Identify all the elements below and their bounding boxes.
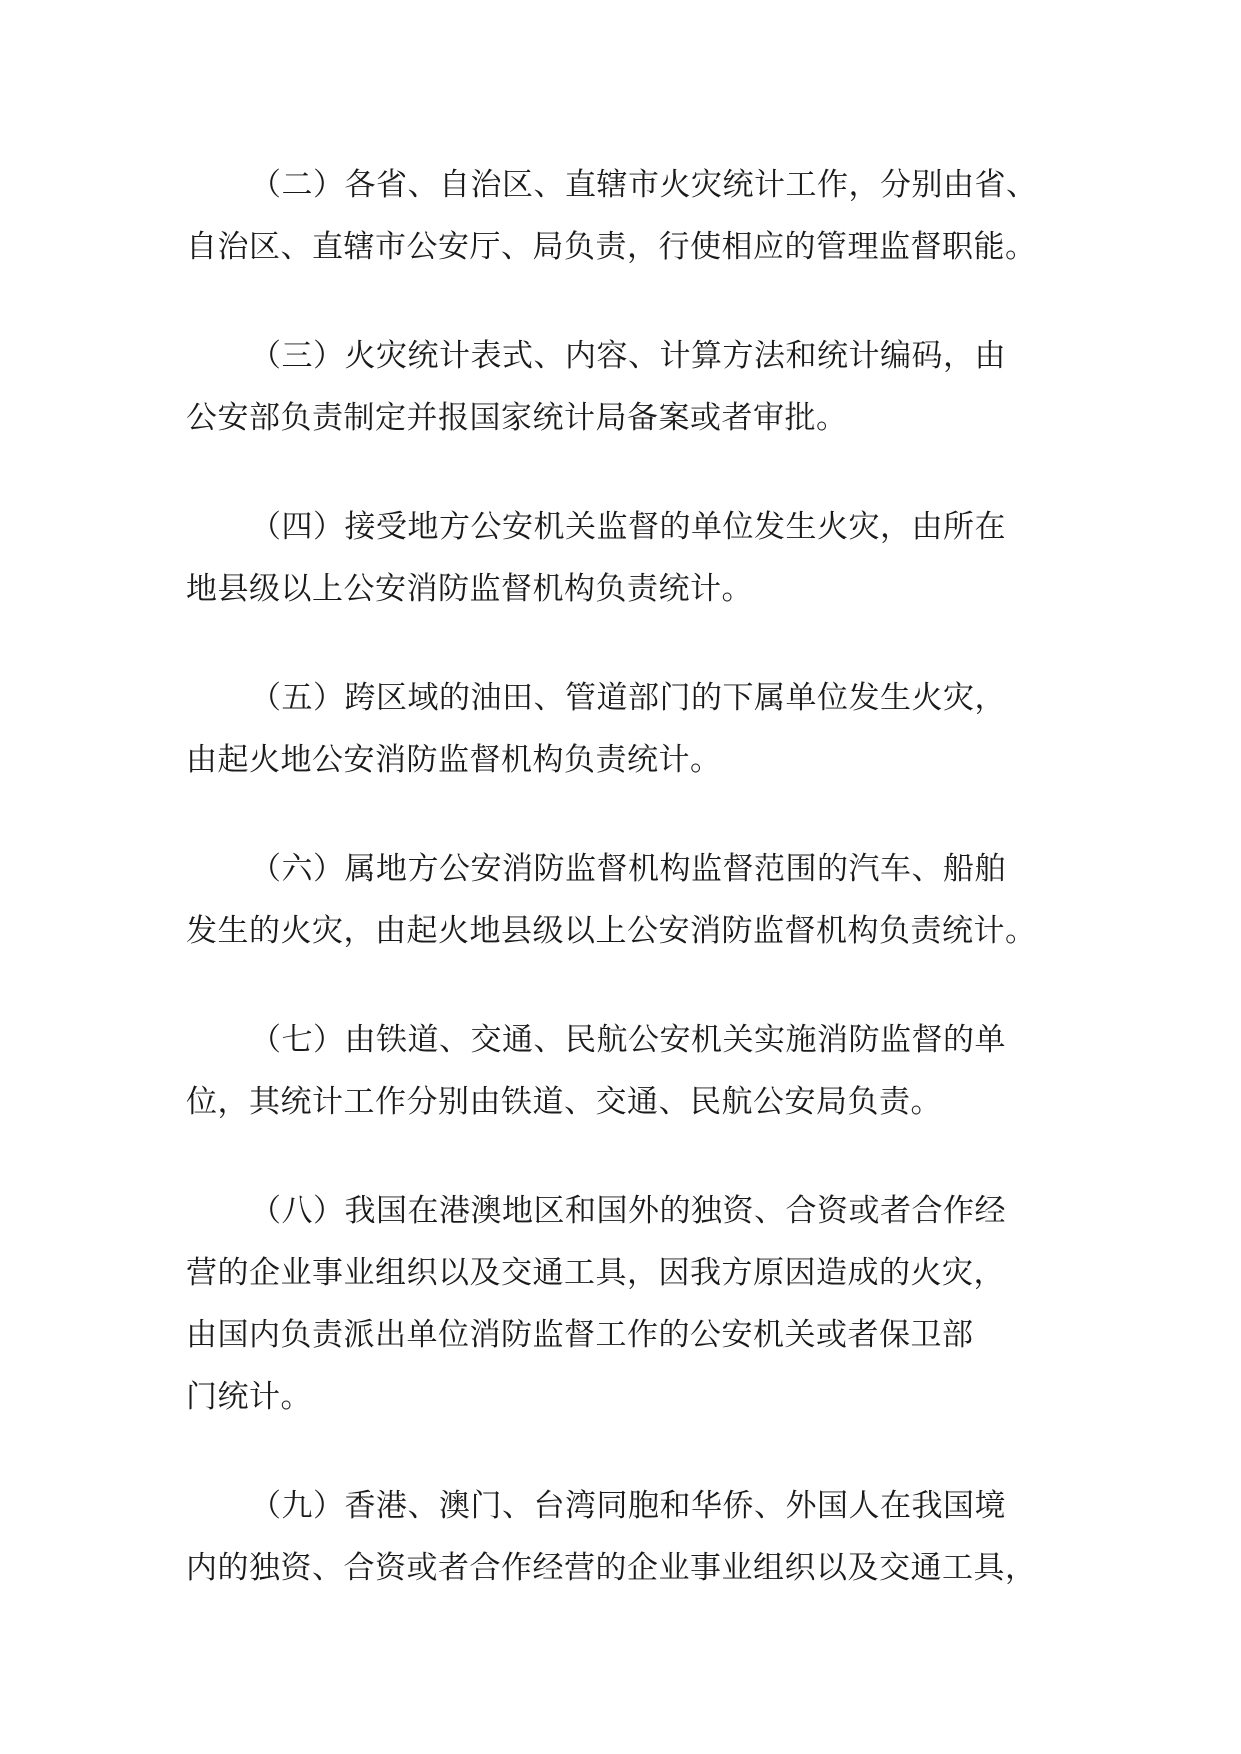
paragraph-line: （四）接受地方公安机关监督的单位发生火灾，由所在 bbox=[250, 509, 1006, 545]
paragraph-line: （二）各省、自治区、直辖市火灾统计工作，分别由省、 bbox=[250, 167, 1038, 203]
paragraph-line: 位，其统计工作分别由铁道、交通、民航公安局负责。 bbox=[186, 1084, 942, 1120]
paragraph-6 bbox=[186, 838, 1066, 962]
paragraph-line: （六）属地方公安消防监督机构监督范围的汽车、船舶 bbox=[250, 851, 1006, 887]
paragraph-4 bbox=[186, 496, 1066, 620]
paragraph-9 bbox=[186, 1475, 1066, 1599]
paragraph-line: 门统计。 bbox=[186, 1379, 312, 1415]
paragraph-7 bbox=[186, 1009, 1066, 1133]
paragraph-line: 地县级以上公安消防监督机构负责统计。 bbox=[186, 571, 753, 607]
paragraph-line: 自治区、直辖市公安厅、局负责，行使相应的管理监督职能。 bbox=[186, 229, 1037, 265]
paragraph-line: 营的企业事业组织以及交通工具，因我方原因造成的火灾， bbox=[186, 1255, 1005, 1291]
paragraph-line: 公安部负责制定并报国家统计局备案或者审批。 bbox=[186, 400, 848, 436]
paragraph-line: （九）香港、澳门、台湾同胞和华侨、外国人在我国境 bbox=[250, 1488, 1006, 1524]
paragraph-line: （八）我国在港澳地区和国外的独资、合资或者合作经 bbox=[250, 1193, 1006, 1229]
paragraph-2 bbox=[186, 154, 1066, 278]
paragraph-line: 内的独资、合资或者合作经营的企业事业组织以及交通工具， bbox=[186, 1550, 1037, 1586]
paragraph-line: 由起火地公安消防监督机构负责统计。 bbox=[186, 742, 722, 778]
paragraph-line: 发生的火灾，由起火地县级以上公安消防监督机构负责统计。 bbox=[186, 913, 1037, 949]
paragraph-line: （五）跨区域的油田、管道部门的下属单位发生火灾， bbox=[250, 680, 1006, 716]
paragraph-line: （三）火灾统计表式、内容、计算方法和统计编码，由 bbox=[250, 338, 1006, 374]
paragraph-line: （七）由铁道、交通、民航公安机关实施消防监督的单 bbox=[250, 1022, 1006, 1058]
paragraph-3 bbox=[186, 325, 1066, 449]
paragraph-line: 由国内负责派出单位消防监督工作的公安机关或者保卫部 bbox=[186, 1317, 974, 1353]
document-body bbox=[186, 154, 1066, 1646]
paragraph-5 bbox=[186, 667, 1066, 791]
paragraph-8 bbox=[186, 1180, 1066, 1428]
